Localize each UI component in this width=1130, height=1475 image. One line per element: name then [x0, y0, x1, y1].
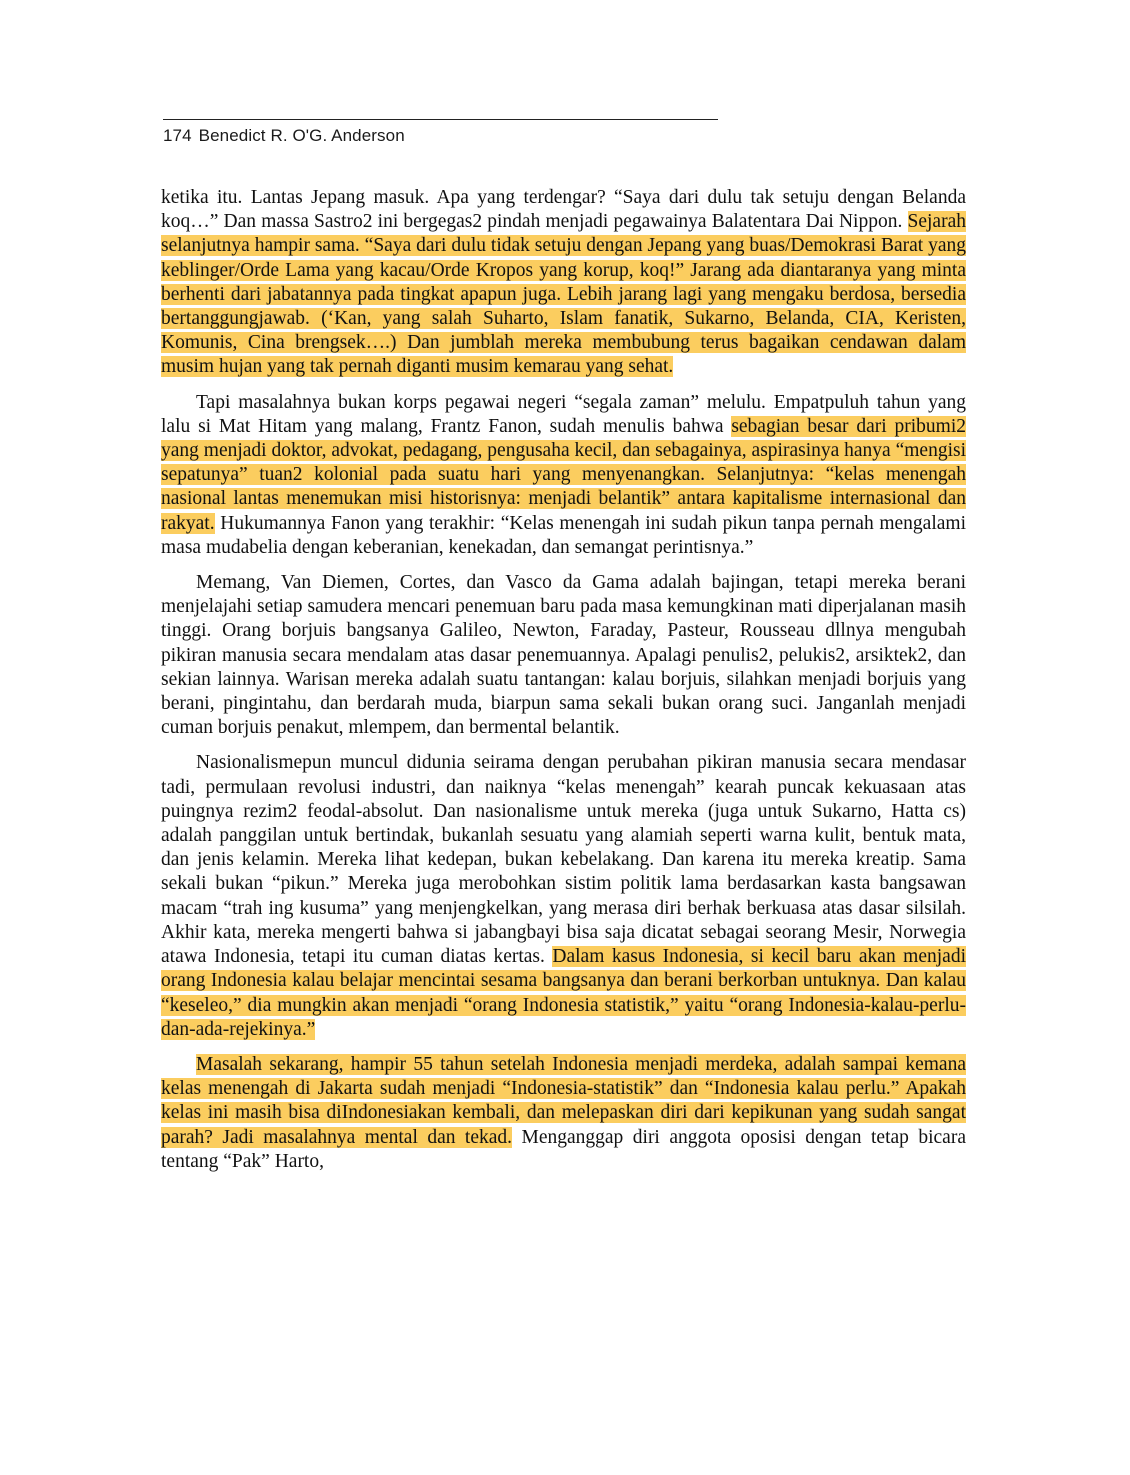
paragraph-3 — [161, 571, 966, 740]
running-head — [163, 126, 405, 146]
paragraph-4 — [161, 751, 966, 1041]
author-name: Benedict R. O'G. Anderson — [198, 126, 405, 145]
paragraph-2-text-end: Hukumannya Fanon yang terakhir: “Kelas menengah ini sudah pikun tanpa pernah mengalami masa mudabelia dengan keberanian, kenekadan, dan semangat perintisnya.” — [161, 512, 966, 558]
paragraph-2-text-start: Tapi masalahnya bukan korps pegawai negeri “segala zaman” melulu. Empatpuluh tahun yang lalu si Mat Hitam yang malang, Frantz Fanon, sudah menulis bahwa — [161, 391, 966, 437]
body-text — [161, 186, 966, 1185]
paragraph-1 — [161, 186, 966, 380]
paragraph-3-text: Memang, Van Diemen, Cortes, dan Vasco da Gama adalah bajingan, tetapi mereka berani menjelajahi setiap samudera mencari penemuan baru pada masa kemungkinan mati diperjalanan masih tinggi. Orang borjuis bangsanya Galileo, Newton, Faraday, Pasteur, Rousseau dllnya mengubah pikiran manusia secara mendalam atas dasar penemuannya. Apalagi penulis2, pelukis2, arsiktek2, dan sekian lainnya. Warisan mereka adalah suatu tantangan: kalau borjuis, silahkan menjadi borjuis yang berani, pingintahu, dan berdarah muda, biarpun sama sekali bukan orang suci. Janganlah menjadi cuman borjuis penakut, mlempem, dan bermental belantik. — [161, 572, 966, 739]
paragraph-4-text: Nasionalismepun muncul didunia seirama dengan perubahan pikiran manusia secara mendasar tadi, permulaan revolusi industri, dan naiknya “kelas menengah” kearah puncak kekuasaan atas puingnya rezim2 feodal-absolut. Dan nasionalisme untuk mereka (juga untuk Sukarno, Hatta cs) adalah panggilan untuk bertindak, bukanlah sesuatu yang alamiah seperti warna kulit, bentuk mata, dan jenis kelamin. Mereka lihat kedepan, bukan kebelakang. Dan karena itu mereka kreatip. Sama sekali bukan “pikun.” Mereka juga merobohkan sistim politik lama berdasarkan kasta bangsawan macam “trah ing kusuma” yang menjengkelkan, yang merasa diri berhak berkuasa atas dasar silsilah. Akhir kata, mereka mengerti bahwa si jabangbayi bisa saja dicatat sebagai seorang Mesir, Norwegia atawa Indonesia, tetapi itu cuman diatas kertas. — [161, 752, 966, 968]
paragraph-5-text: Menganggap diri anggota oposisi dengan tetap bicara tentang “Pak” Harto, — [161, 1126, 966, 1172]
paragraph-1-text: ketika itu. Lantas Jepang masuk. Apa yang terdengar? “Saya dari dulu tak setuju dengan Belanda koq…” Dan massa Sastro2 ini bergegas2 pindah menjadi pegawainya Balatentara Dai Nippon. — [161, 187, 966, 233]
paragraph-1-highlight: Sejarah selanjutnya hampir sama. “Saya dari dulu tidak setuju dengan Jepang yang buas/Demokrasi Barat yang keblinger/Orde Lama yang kacau/Orde Kropos yang korup, koq!” Jarang ada diantaranya yang minta berhenti dari jabatannya pada tingkat apapun juga. Lebih jarang lagi yang mengaku berdosa, bersedia bertanggungjawab. (‘Kan, yang salah Suharto, Islam fanatik, Sukarno, Belanda, CIA, Keristen, Komunis, Cina brengsek….) Dan jumblah mereka membubung terus bagaikan cendawan dalam musim hujan yang tak pernah diganti musim kemarau yang sehat. — [161, 211, 966, 378]
header-rule — [163, 119, 718, 120]
paragraph-4-highlight: Dalam kasus Indonesia, si kecil baru akan menjadi orang Indonesia kalau belajar mencintai sesama bangsanya dan berani berkorban untuknya. Dan kalau “keseleo,” dia mungkin akan menjadi “orang Indonesia statistik,” yaitu “orang Indonesia-kalau-perlu-dan-ada-rejekinya.” — [161, 946, 966, 1040]
paragraph-5 — [161, 1053, 966, 1174]
paragraph-5-highlight: Masalah sekarang, hampir 55 tahun setelah Indonesia menjadi merdeka, adalah sampai kemana kelas menengah di Jakarta sudah menjadi “Indonesia-statistik” dan “Indonesia kalau perlu.” Apakah kelas ini masih bisa diIndonesiakan kembali, dan melepaskan diri dari kepikunan yang sudah sangat parah? Jadi masalahnya mental dan tekad. — [161, 1053, 966, 1148]
paragraph-2 — [161, 391, 966, 560]
paragraph-2-highlight: sebagian besar dari pribumi2 yang menjadi doktor, advokat, pedagang, pengusaha kecil, dan sebagainya, aspirasinya hanya “mengisi sepatunya” tuan2 kolonial pada suatu hari yang menyenangkan. Selanjutnya: “kelas menengah nasional lantas menemukan misi historisnya: menjadi belantik” antara kapitalisme internasional dan rakyat. — [161, 415, 966, 534]
page-number: 174 — [163, 126, 192, 145]
